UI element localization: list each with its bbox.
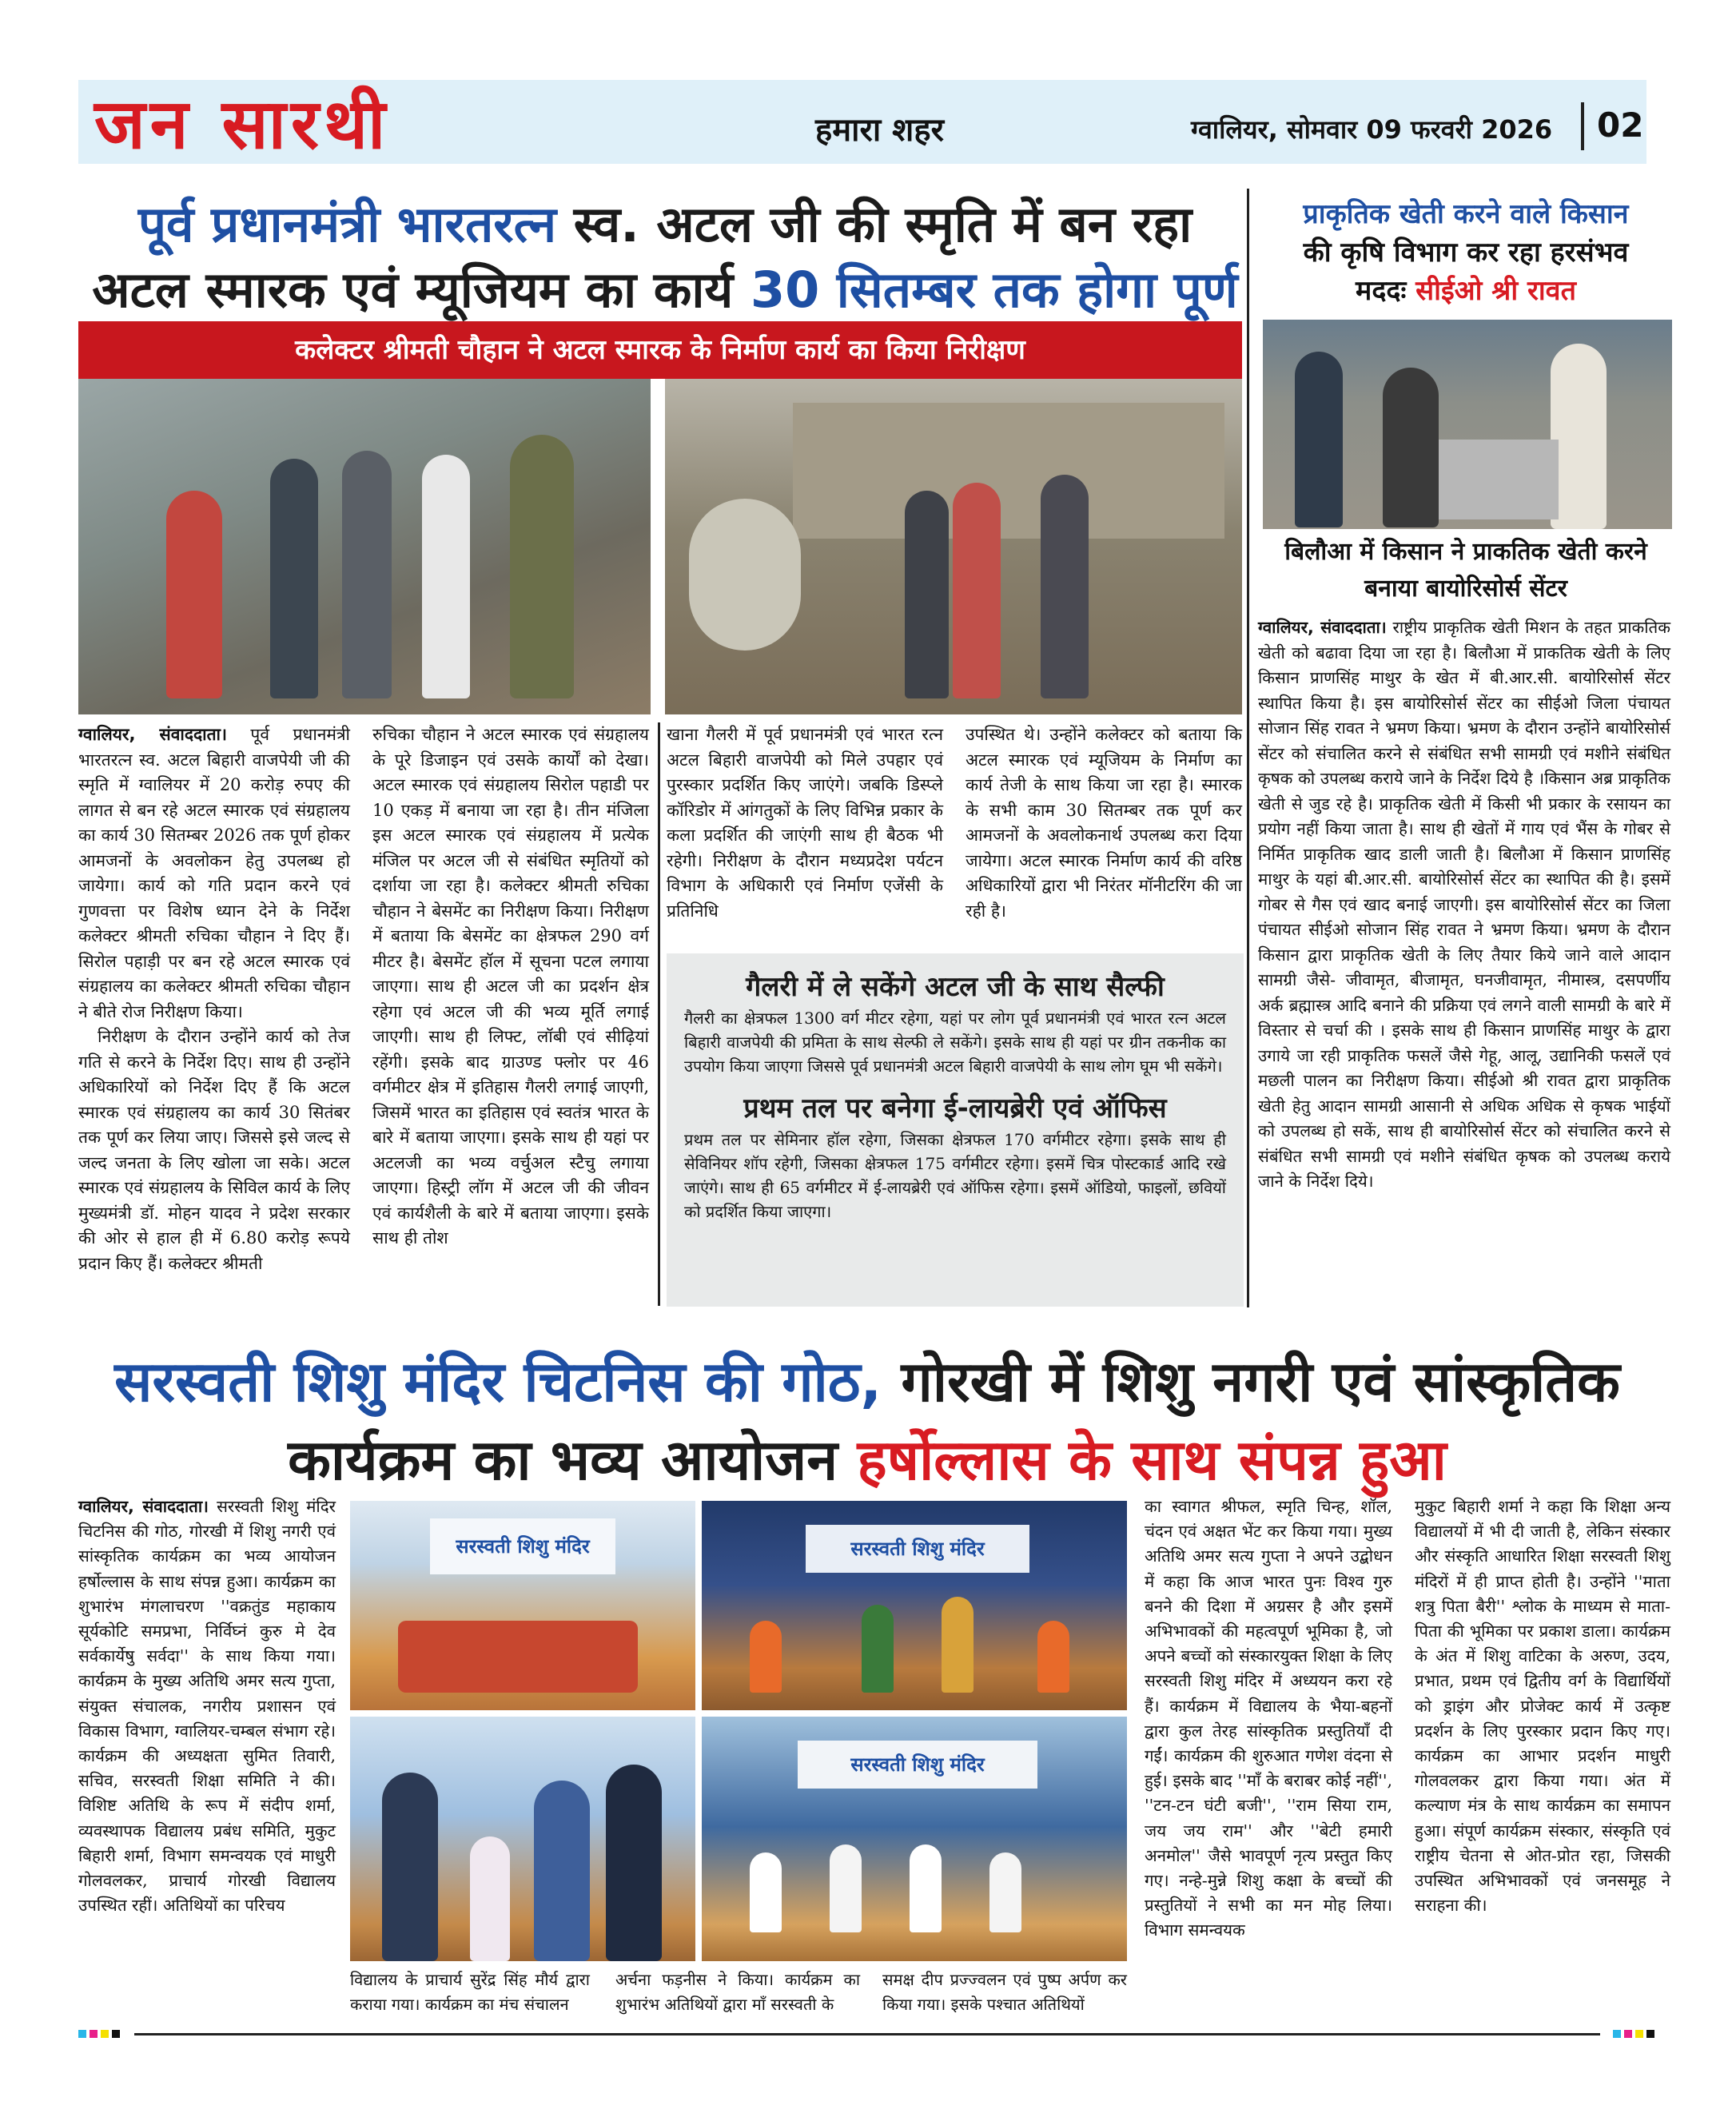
story1-col1b-text: निरीक्षण के दौरान उन्होंने कार्य को तेज गति से करने के निर्देश दिए। साथ ही उन्होंने अधिकारियों को निर्देश दिए हैं कि अटल स्मारक एवं संग्रहालय का कार्य 30 सितंबर तक पूर्ण कर लिया जाए। जिससे इसे जल्द से जल्द जनता के लिए खोला जा सके। अटल स्मारक एवं संग्रहालय के सिविल कार्य के लिए मुख्यमंत्री डॉ. मोहन यादव ने प्रदेश सरकार की ओर से हाल ही में 6.80 करोड़ रूपये प्रदान किए हैं। कलेक्टर श्रीमती [78, 1027, 350, 1273]
story1-col1-text: पूर्व प्रधानमंत्री भारतरत्न स्व. अटल बिहारी वाजपेयी जी की स्मृति में ग्वालियर में 20 करोड़ रुपए की लागत से बन रहे अटल स्मारक एवं संग्रहालय का कार्य 30 सितम्बर 2026 तक पूर्ण होकर आमजनों के अवलोकन हेतु उपलब्ध हो जायेगा। कार्य को गति प्रदान करने एवं गुणवत्ता पर विशेष ध्यान देने के निर्देश कलेक्टर श्रीमती रुचिका चौहान ने दिए हैं। सिरोल पहाड़ी पर बन रहे अटल स्मारक एवं संग्रहालय का कलेक्टर श्रीमती रुचिका चौहान ने बीते रोज निरीक्षण किया। [78, 725, 350, 1021]
story2-headline-line1: प्राकृतिक खेती करने वाले किसान [1303, 198, 1629, 230]
story2-dateline: ग्वालियर, संवाददाता। [1258, 618, 1387, 637]
story3-column-3: अर्चना फड़नीस ने किया। कार्यक्रम का शुभारंभ अतिथियों द्वारा माँ सरस्वती के [615, 1970, 860, 2014]
story1-photo-site [665, 379, 1242, 714]
story1-column-2: रुचिका चौहान ने अटल स्मारक एवं संग्रहालय के पूरे डिजाइन एवं उसके कार्यों को देखा। अटल स्मारक एवं संग्रहालय सिरोल पहाडी पर 10 एकड़ में बनाया जा रहा है। तीन मंजिला इस अटल स्मारक एवं संग्रहालय में प्रत्येक मंजिल पर अटल जी से संबंधित स्मृतियों को दर्शाया जा रहा है। कलेक्टर श्रीमती रुचिका चौहान ने बेसमेंट का निरीक्षण किया। निरीक्षण में बताया कि बेसमेंट का क्षेत्रफल 290 वर्ग मीटर है। बेसमेंट हॉल में सूचना पटल लगाया जाएगा। साथ ही अटल जी का प्रदर्शन क्षेत्र रहेगा एवं अटल जी की भव्य मूर्ति लगाई जाएगी। साथ ही लिफ्ट, लॉबी एवं सीढ़ियां रहेंगी। इसके बाद ग्राउण्ड फ्लोर पर 46 वर्गमीटर क्षेत्र में इतिहास गैलरी लगाई जाएगी, जिसमें भारत का इतिहास एवं स्वतंत्र भारत के बारे में बताया जाएगा। इसके साथ ही यहां पर अटलजी का भव्य वर्चुअल स्टैचु लगाया जाएगा। हिस्ट्री लॉग में अटल जी की जीवन एवं कार्यशैली के बारे में बताया जाएगा। इसके साथ ही तोश [372, 725, 649, 1248]
story2-headline-line3b: सीईओ श्री रावत [1415, 275, 1576, 307]
story1-column-4: उपस्थित थे। उन्होंने कलेक्टर को बताया कि अटल स्मारक एवं म्यूजियम के निर्माण का कार्य तेजी के साथ किया जा रहा है। स्मारक के सभी काम 30 सितम्बर तक पूर्ण कर आमजनों के अवलोकनार्थ उपलब्ध करा दिया जायेगा। अटल स्मारक निर्माण कार्य की वरिष्ठ अधिकारियों द्वारा भी निरंतर मॉनीटरिंग की जा रही है। [966, 725, 1242, 921]
page-number: 02 [1597, 105, 1644, 145]
story1-headline-part1: पूर्व प्रधानमंत्री भारतरत्न [137, 195, 557, 253]
story2-headline [1258, 195, 1674, 310]
story3-column-2: विद्यालय के प्राचार्य सुरेंद्र सिंह मौर्य द्वारा कराया गया। कार्यक्रम का मंच संचालन [350, 1970, 590, 2014]
column-rule [658, 722, 660, 1306]
story2-headline-line2: की कृषि विभाग कर रहा हरसंभव [1303, 237, 1629, 269]
story3-photo-stage-guests [350, 1501, 695, 1710]
box-heading-library: प्रथम तल पर बनेगा ई-लायब्रेरी एवं ऑफिस [743, 1092, 1167, 1124]
story1-photo-inspection [78, 379, 651, 714]
story1-column-1 [78, 722, 350, 1276]
story1-headline [90, 192, 1240, 323]
story3-photo-dance [702, 1501, 1127, 1710]
story3-photo-award [350, 1717, 695, 1961]
box-text-selfie: गैलरी का क्षेत्रफल 1300 वर्ग मीटर रहेगा, यहां पर लोग पूर्व प्रधानमंत्री एवं भारत रत्न अटल बिहारी वाजपेयी की प्रमिता के साथ सेल्फी ले सकेंगे। इसके साथ ही यहां पर ग्रीन तकनीक का उपयोग किया जाएगा जिससे पूर्व प्रधानमंत्री अटल बिहारी वाजपेयी के साथ लोग घूम भी सकेंगे। [684, 1009, 1226, 1076]
story3-column-4: समक्ष दीप प्रज्ज्वलन एवं पुष्प अर्पण कर किया गया। इसके पश्चात अतिथियों [882, 1970, 1127, 2014]
newspaper-logo: जन सारथी [94, 84, 391, 165]
page-number-divider [1581, 102, 1584, 150]
story1-dateline: ग्वालियर, संवाददाता। [78, 725, 227, 744]
story3-headline-part3: हर्षोल्लास के साथ संपन्न हुआ [857, 1427, 1447, 1493]
stage-banner: सरस्वती शिशु मंदिर [806, 1525, 1029, 1573]
section-title: हमारा शहर [815, 112, 944, 149]
story3-dateline: ग्वालियर, संवाददाता। [78, 1497, 209, 1516]
column-rule [1247, 189, 1249, 1307]
story1-column-3: खाना गैलरी में पूर्व प्रधानमंत्री एवं भारत रत्न अटल बिहारी वाजपेयी को मिले उपहार एवं पुरस्कार प्रदर्शित किए जाएंगे। जबकि डिस्प्ले कॉरिडोर में आंगतुकों के लिए विभिन्न प्रकार के कला प्रदर्शित की जाएंगी साथ ही बैठक भी रहेगी। निरीक्षण के दौरान मध्यप्रदेश पर्यटन विभाग के अधिकारी एवं निर्माण एजेंसी के प्रतिनिधि [667, 725, 943, 921]
story2-photo-farm [1263, 320, 1672, 529]
issue-dateline: ग्वालियर, सोमवार 09 फरवरी 2026 [1191, 114, 1553, 145]
story3-column-5: का स्वागत श्रीफल, स्मृति चिन्ह, शॉल, चंदन एवं अक्षत भेंट कर किया गया। मुख्य अतिथि अमर सत्य गुप्ता ने अपने उद्बोधन में कहा कि आज भारत पुनः विश्व गुरु बनने की दिशा में अग्रसर है और इसमें अभिभावकों की महत्वपूर्ण भूमिका है, जो अपने बच्चों को संस्कारयुक्त शिक्षा के लिए सरस्वती शिशु मंदिर में अध्ययन करा रहे हैं। कार्यक्रम में विद्यालय के भैया-बहनों द्वारा कुल तेरह सांस्कृतिक प्रस्तुतियाँ दी गईं। कार्यक्रम की शुरुआत गणेश वंदना से हुई। इसके बाद ''माँ के बराबर कोई नहीं'', ''टन-टन घंटी बजी'', ''राम सिया राम, जय जय राम'' और ''बेटी हमारी अनमोल'' जैसे भावपूर्ण नृत्य प्रस्तुत किए गए। नन्हे-मुन्ने शिशु कक्षा के बच्चों की प्रस्तुतियों ने सभी का मन मोह लिया। विभाग समन्वयक [1145, 1497, 1392, 1940]
story2-photo-caption: बिलौआ में किसान ने प्राकतिक खेती करने बनाया बायोरिसोर्स सेंटर [1284, 538, 1647, 603]
story3-column-1 [78, 1494, 336, 1918]
box-heading-selfie: गैलरी में ले सकेंगे अटल जी के साथ सैल्फी [746, 971, 1165, 1003]
box-text-library: प्रथम तल पर सेमिनार हॉल रहेगा, जिसका क्षेत्रफल 170 वर्गमीटर रहेगा। इसके साथ ही सेविनियर शॉप रहेगी, जिसका क्षेत्रफल 175 वर्गमीटर रहेगा। इसमें चित्र पोस्टकार्ड आदि रखे जाएंगे। साथ ही 65 वर्गमीटर में ई-लायब्रेरी एवं ऑफिस रहेगा। इसमें ऑडियो, फाइलों, छवियों को प्रदर्शित किया जाएगा। [684, 1130, 1226, 1221]
story1-info-box [667, 953, 1244, 1307]
story3-column-6: मुकुट बिहारी शर्मा ने कहा कि शिक्षा अन्य विद्यालयों में भी दी जाती है, लेकिन संस्कार और संस्कृति आधारित शिक्षा सरस्वती शिशु मंदिरों में ही प्राप्त होती है। उन्होंने ''माता शत्रु पिता बैरी'' श्लोक के माध्यम से माता-पिता की भूमिका पर प्रकाश डाला। कार्यक्रम के अंत में शिशु वाटिका के अरुण, उदय, प्रभात, प्रथम एवं द्वितीय वर्ग के विद्यार्थियों को ड्राइंग और प्रोजेक्ट कार्य में उत्कृष्ट प्रदर्शन के लिए पुरस्कार प्रदान किए गए। कार्यक्रम का आभार प्रदर्शन माधुरी गोलवलकर द्वारा किया गया। अंत में कल्याण मंत्र के साथ कार्यक्रम का समापन हुआ। संपूर्ण कार्यक्रम संस्कार, संस्कृति एवं राष्ट्रीय चेतना से ओत-प्रोत रहा, जिसकी उपस्थित अभिभावकों एवं जनसमूह ने सराहना की। [1415, 1497, 1670, 1916]
story3-headline [64, 1343, 1670, 1499]
story2-body [1258, 615, 1670, 1195]
story3-col1-text: सरस्वती शिशु मंदिर चिटनिस की गोठ, गोरखी में शिशु नगरी एवं सांस्कृतिक कार्यक्रम का भव्य आयोजन हर्षोल्लास के साथ संपन्न हुआ। कार्यक्रम का शुभारंभ मंगलाचरण ''वक्रतुंड महाकाय सूर्यकोटि समप्रभा, निर्विघ्नं कुरु मे देव सर्वकार्येषु सर्वदा'' के साथ किया गया। कार्यक्रम के मुख्य अतिथि अमर सत्य गुप्ता, संयुक्त संचालक, नगरीय प्रशासन एवं विकास विभाग, ग्वालियर-चम्बल संभाग रहे। कार्यक्रम की अध्यक्षता सुमित तिवारी, सचिव, सरस्वती शिक्षा समिति ने की। विशिष्ट अतिथि के रूप में संदीप शर्मा, व्यवस्थापक विद्यालय प्रबंध समिति, मुकुट बिहारी शर्मा, विभाग समन्वयक एवं माधुरी गोलवलकर, प्राचार्य गोरखी विद्यालय उपस्थित रहीं। अतिथियों का परिचय [78, 1497, 336, 1916]
print-registration-marks [78, 2030, 1656, 2038]
story1-headline-part3: 30 सितम्बर तक होगा पूर्ण [750, 261, 1238, 319]
story3-headline-part2: गोरखी में शिशु नगरी एवं सांस्कृतिक कार्यक्रम का भव्य आयोजन [288, 1349, 1620, 1493]
stage-banner: सरस्वती शिशु मंदिर [798, 1741, 1037, 1789]
stage-banner: सरस्वती शिशु मंदिर [430, 1518, 615, 1574]
story1-subhead: कलेक्टर श्रीमती चौहान ने अटल स्मारक के निर्माण कार्य का किया निरीक्षण [78, 321, 1242, 379]
story2-body-text: राष्ट्रीय प्राकृतिक खेती मिशन के तहत प्राकतिक खेती को बढावा दिया जा रहा है। बिलौआ में प्राकतिक खेती के लिए किसान प्राणसिंह माथुर के खेत में बी.आर.सी. बायोरिसोर्स सेंटर स्थापित किया है। इस बायोरिसोर्स सेंटर का सीईओ जिला पंचायत सोजान सिंह रावत ने भ्रमण किया। भ्रमण के दौरान उन्होंने बायोरिसोर्स सेंटर को संचालित करने से संबंधित सभी सामग्री एवं मशीने संबंधित कृषक को उपलब्ध कराये जाने के निर्देश दिये है ।किसान अब्र प्राकृतिक खेती से जुड रहे है। प्राकृतिक खेती में किसी भी प्रकार के रसायन का प्रयोग नहीं किया जाता है। साथ ही खेतों में गाय एवं भैंस के गोबर से निर्मित प्राकृतिक खाद डाली जाती है। बिलौआ में किसान प्राणसिंह माथुर के यहां बी.आर.सी. बायोरिसोर्स सेंटर का स्थापित की है। इसमें गोबर से गैस एवं खाद बनाई जाएगी। इस बायोरिसोर्स सेंटर का जिला पंचायत सीईओ सोजान सिंह रावत ने भ्रमण किया। भ्रमण के दौरान किसान द्वारा प्राकृतिक खेती के लिए तैयार किये जाने वाले आदान सामग्री जैसे- जीवामृत, बीजामृत, घनजीवामृत, नीमास्त्र, दसपर्णीय अर्क ब्रह्मास्त्र आदि बनाने की प्रक्रिया एवं लगने वाली सामग्री के बारे में विस्तार से चर्चा की । इसके साथ ही किसान प्राणसिंह माथुर के द्वारा उगाये जा रही प्राकृतिक फसलें जैसे गेहू, आलू, उद्यानिकी फसलें एवं मछली पालन का निरीक्षण किया। सीईओ श्री रावत द्वारा प्राकृतिक खेती हेतु आदान सामग्री आसानी से अधिक अधिक से कृषक भाईयों को उपलब्ध हो सकें, साथ ही बायोरिसोर्स सेंटर को संचालित करने से संबंधित सभी सामग्री एवं मशीने संबंधित कृषक को उपलब्ध कराये जाने के निर्देश दिये। [1258, 618, 1670, 1191]
story1-headline-part2: स्व. अटल जी की स्मृति में बन रहा अटल स्मारक एवं म्यूजियम का कार्य [92, 195, 1193, 319]
story3-headline-part1: सरस्वती शिशु मंदिर चिटनिस की गोठ, [114, 1349, 882, 1415]
story2-headline-line3a: मददः [1356, 275, 1407, 307]
story3-photo-children [702, 1717, 1127, 1961]
